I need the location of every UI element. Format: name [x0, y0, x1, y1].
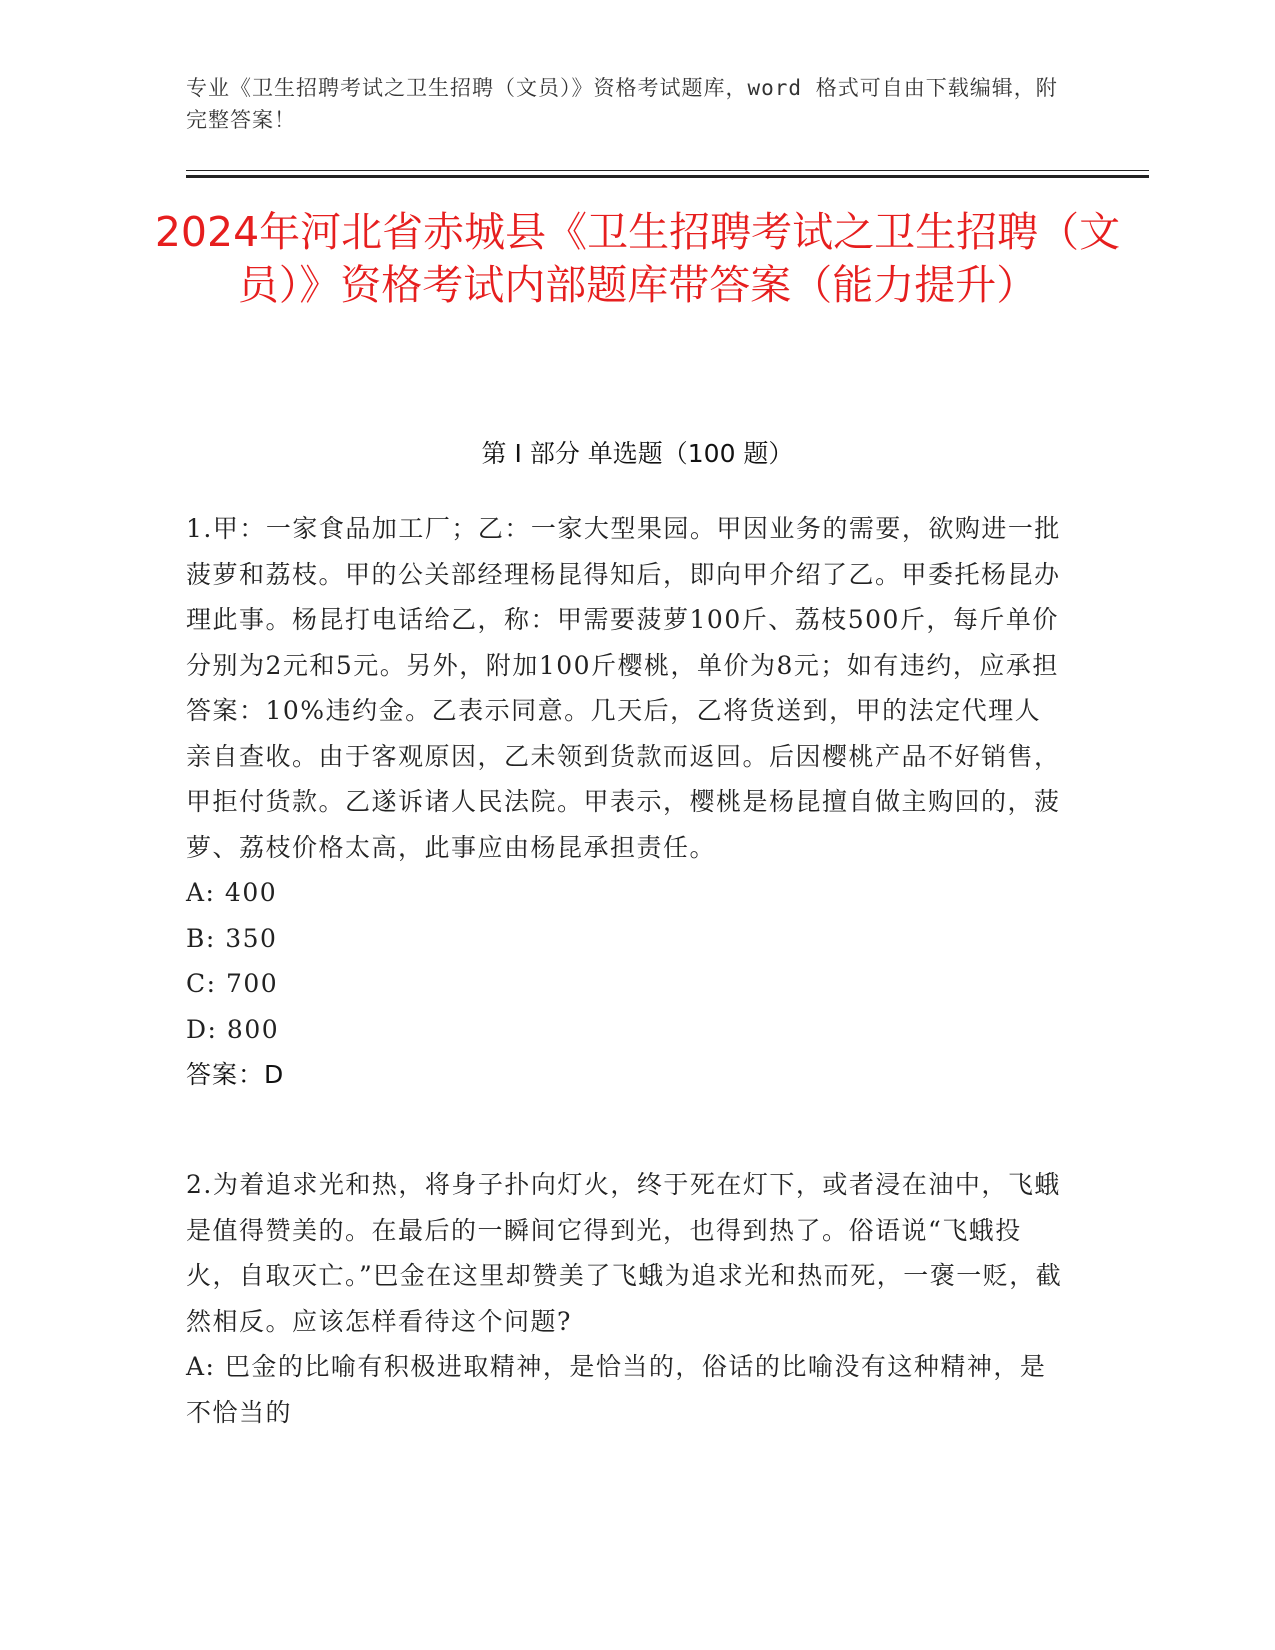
header-note: 专业《卫生招聘考试之卫生招聘（文员）》资格考试题库，word 格式可自由下载编辑，附完整答案！ [186, 76, 1058, 132]
header-divider-thick [186, 175, 1149, 178]
option-a: A: 巴金的比喻有积极进取精神，是恰当的，俗话的比喻没有这种精神，是不恰当的 [186, 1352, 1047, 1427]
question-1 [186, 506, 1066, 1098]
document-title: 2024年河北省赤城县《卫生招聘考试之卫生招聘（文员）》资格考试内部题库带答案（能力提升） [154, 208, 1121, 309]
option-d: D: 800 [186, 1014, 280, 1044]
option-c: C: 700 [186, 969, 279, 998]
option-a: A: 400 [186, 878, 278, 907]
header-divider-thin [186, 170, 1149, 171]
option-b: B: 350 [186, 923, 278, 953]
section-title: 第 I 部分 单选题（100 题） [481, 439, 794, 468]
question-text: 1.甲：一家食品加工厂；乙：一家大型果园。甲因业务的需要，欲购进一批菠萝和荔枝。甲的公关部经理杨昆得知后，即向甲介绍了乙。甲委托杨昆办理此事。杨昆打电话给乙，称：甲需要菠萝100斤、荔枝500斤，每斤单价分别为2元和5元。另外，附加100斤樱桃，单价为8元；如有违约，应承担答案：10%违约金。乙表示同意。几天后，乙将货送到，甲的法定代理人亲自查收。由于客观原因，乙未领到货款而返回。后因樱桃产品不好销售，甲拒付货款。乙遂诉诸人民法院。甲表示，樱桃是杨昆擅自做主购回的，菠萝、荔枝价格太高，此事应由杨昆承担责任。 [186, 514, 1061, 862]
question-2 [186, 1162, 1066, 1435]
question-text: 2.为着追求光和热，将身子扑向灯火，终于死在灯下，或者浸在油中，飞蛾是值得赞美的。在最后的一瞬间它得到光，也得到热了。俗语说“飞蛾投火，自取灭亡。”巴金在这里却赞美了飞蛾为追求光和热而死，一褒一贬，截然相反。应该怎样看待这个问题? [186, 1170, 1063, 1336]
answer-label: 答案：D [186, 1060, 285, 1089]
